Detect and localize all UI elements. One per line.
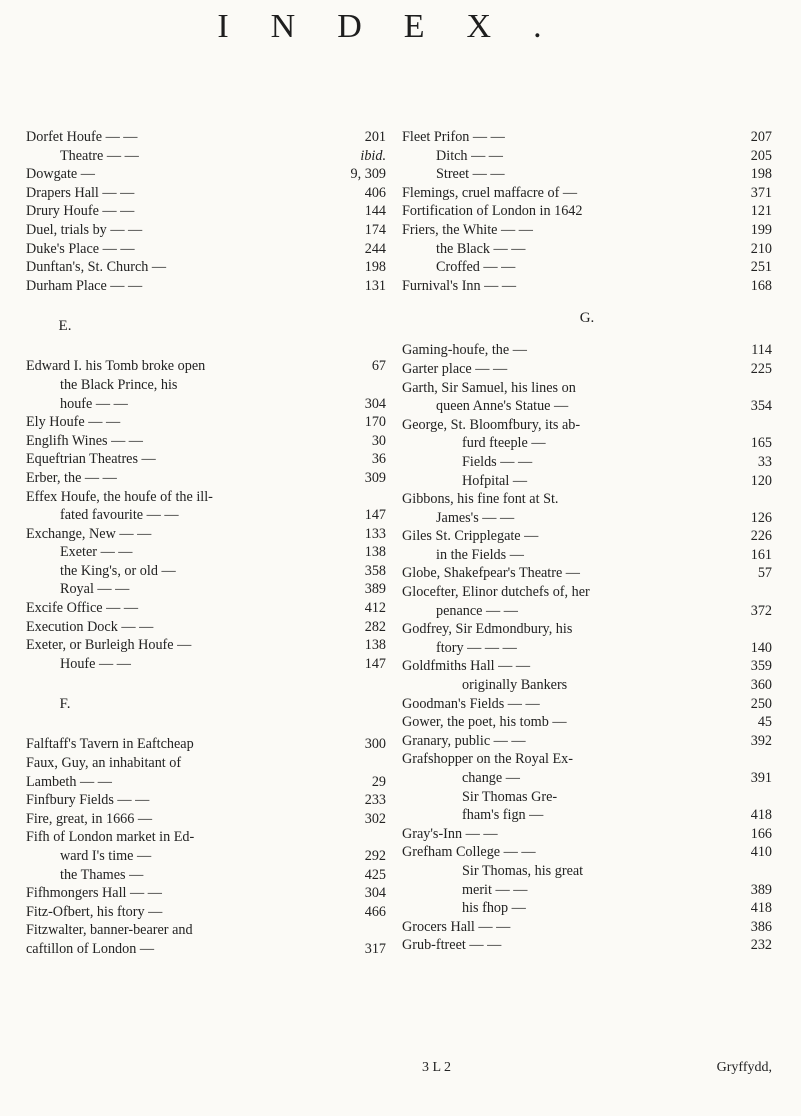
- entry-page: 161: [750, 546, 772, 563]
- entry-text: Fields — —: [462, 453, 533, 470]
- index-entry: [26, 165, 386, 184]
- entry-page: ibid.: [360, 147, 386, 164]
- entry-page: 168: [750, 277, 772, 294]
- entry-text: Dorfet Houfe — —: [26, 129, 138, 145]
- entry-text: Erber, the — —: [26, 469, 117, 486]
- index-entry: [402, 788, 772, 807]
- entry-text: Grafshopper on the Royal Ex-: [402, 751, 573, 768]
- entry-text: Excife Office — —: [26, 600, 139, 617]
- entry-page: 359: [750, 658, 772, 675]
- index-entry: [402, 676, 772, 695]
- index-entry: [402, 277, 772, 296]
- entry-text: Furnival's Inn — —: [402, 277, 517, 294]
- entry-text: George, St. Bloomfbury, its ab-: [402, 416, 581, 433]
- entry-text: Dunftan's, St. Church —: [26, 259, 167, 276]
- index-entry: [402, 546, 772, 565]
- section-letter-f: F.: [59, 696, 71, 713]
- entry-page: 36: [371, 451, 386, 468]
- index-entry: [402, 750, 772, 769]
- index-entry: [26, 221, 386, 240]
- entry-page: 67: [371, 358, 386, 375]
- entry-page: 170: [364, 414, 386, 431]
- page-footer: [402, 1060, 772, 1076]
- index-entry: [402, 769, 772, 788]
- entry-page: 198: [750, 166, 772, 183]
- entry-page: 418: [750, 900, 772, 917]
- entry-page: 358: [364, 562, 386, 579]
- entry-text: Dowgate —: [26, 166, 95, 183]
- entry-page: 199: [750, 221, 772, 238]
- entry-page: 302: [364, 810, 386, 827]
- entry-text: Fitzwalter, banner-bearer and: [26, 922, 193, 939]
- entry-page: 371: [750, 184, 772, 201]
- section-letter-e: E.: [58, 318, 72, 335]
- entry-text: Sir Thomas, his great: [462, 862, 584, 879]
- entry-text: Duke's Place — —: [26, 240, 135, 257]
- index-entry: [402, 602, 772, 621]
- index-entry: [26, 184, 386, 203]
- entry-text: fham's fign —: [462, 807, 544, 824]
- entry-text: queen Anne's Statue —: [436, 398, 569, 415]
- entry-text: Fire, great, in 1666 —: [26, 810, 153, 827]
- index-entry: [26, 562, 386, 581]
- index-entry: [402, 379, 772, 398]
- index-entry: [402, 221, 772, 240]
- entry-page: 205: [750, 147, 772, 164]
- entry-page: 126: [750, 509, 772, 526]
- entry-text: Gibbons, his fine font at St.: [402, 491, 559, 508]
- entry-page: 226: [750, 528, 772, 545]
- index-entry: [26, 618, 386, 637]
- index-entry: [26, 147, 386, 166]
- entry-text: Gray's-Inn — —: [402, 825, 498, 842]
- entry-text: James's — —: [436, 509, 515, 526]
- entry-text: ward I's time —: [60, 848, 152, 864]
- entry-page: 300: [364, 736, 386, 753]
- entry-text: Garth, Sir Samuel, his lines on: [402, 379, 576, 396]
- index-entry: [402, 583, 772, 602]
- entry-page: 33: [757, 453, 772, 470]
- entry-page: 138: [364, 544, 386, 561]
- entry-page: 138: [364, 637, 386, 654]
- section-letter-g: G.: [579, 310, 595, 327]
- index-entry: [402, 806, 772, 825]
- index-entry: [402, 490, 772, 509]
- entry-text: Drapers Hall — —: [26, 184, 135, 201]
- index-entry: [26, 525, 386, 544]
- entry-text: Hofpital —: [462, 472, 528, 489]
- entry-text: Fifhmongers Hall — —: [26, 885, 162, 902]
- index-entry: [26, 866, 386, 885]
- index-entry: [26, 240, 386, 259]
- index-entry: [402, 202, 772, 221]
- entry-text: Grefham College — —: [402, 844, 536, 861]
- entry-page: 165: [750, 435, 772, 452]
- entry-text: Equeftrian Theatres —: [26, 451, 156, 468]
- entry-text: Sir Thomas Gre-: [462, 788, 558, 805]
- entry-page: 386: [750, 918, 772, 935]
- index-entry: [402, 240, 772, 259]
- index-entry: [402, 453, 772, 472]
- entry-page: 406: [364, 184, 386, 201]
- entry-text: Duel, trials by — —: [26, 221, 143, 238]
- entry-text: Grub-ftreet — —: [402, 937, 502, 954]
- index-entry: [402, 862, 772, 881]
- entry-text: merit — —: [462, 881, 528, 898]
- entry-text: Friers, the White — —: [402, 221, 533, 238]
- entry-text: Fifh of London market in Ed-: [26, 829, 195, 846]
- index-entry: [26, 395, 386, 414]
- entry-page: 9, 309: [350, 166, 386, 183]
- index-entry: [402, 843, 772, 862]
- entry-page: 232: [750, 937, 772, 954]
- entry-text: fated favourite — —: [60, 507, 179, 524]
- entry-text: Ditch — —: [436, 147, 503, 164]
- entry-text: in the Fields —: [436, 546, 524, 563]
- entry-text: Glocefter, Elinor dutchefs of, her: [402, 584, 590, 601]
- entry-page: 30: [371, 432, 386, 449]
- entry-text: Theatre — —: [60, 147, 139, 164]
- index-entry: [26, 810, 386, 829]
- index-entry: [26, 940, 386, 959]
- index-entry: [26, 450, 386, 469]
- d-entries: [26, 128, 386, 295]
- index-entry: [26, 488, 386, 507]
- entry-text: Street — —: [436, 166, 505, 183]
- entry-page: 131: [364, 277, 386, 294]
- entry-page: 210: [750, 240, 772, 257]
- entry-text: Lambeth — —: [26, 773, 112, 790]
- entry-text: Drury Houfe — —: [26, 203, 135, 220]
- entry-text: the Thames —: [60, 866, 144, 883]
- entry-page: 140: [750, 639, 772, 656]
- index-entry: [26, 921, 386, 940]
- entry-page: 292: [364, 848, 386, 864]
- entry-page: 57: [757, 565, 772, 582]
- entry-text: Fitz-Ofbert, his ftory —: [26, 903, 163, 920]
- entry-page: 207: [750, 129, 772, 145]
- index-entry: [402, 258, 772, 277]
- index-entry: [26, 202, 386, 221]
- index-entry: [26, 773, 386, 792]
- entry-page: 201: [364, 129, 386, 145]
- signature-mark: 3 L 2: [422, 1060, 452, 1075]
- entry-page: 244: [364, 240, 386, 257]
- index-entry: [26, 376, 386, 395]
- entry-page: 198: [364, 259, 386, 276]
- entry-text: ftory — — —: [436, 639, 517, 656]
- entry-text: Exeter, or Burleigh Houfe —: [26, 637, 192, 654]
- index-entry: [402, 899, 772, 918]
- entry-text: Fleet Prifon — —: [402, 129, 505, 145]
- entry-page: 114: [751, 342, 772, 359]
- entry-page: 309: [364, 469, 386, 486]
- entry-text: Exchange, New — —: [26, 525, 152, 542]
- page-title: INDEX.: [217, 8, 584, 45]
- index-entry: [402, 184, 772, 203]
- entry-text: Durham Place — —: [26, 277, 143, 294]
- index-entry: [26, 413, 386, 432]
- entry-page: 418: [750, 807, 772, 824]
- index-entry: [402, 732, 772, 751]
- entry-page: 233: [364, 792, 386, 809]
- index-entry: [26, 432, 386, 451]
- entry-page: 174: [364, 221, 386, 238]
- right-column: [402, 128, 772, 955]
- entry-text: Fortification of London in 1642: [402, 203, 583, 220]
- entry-page: 410: [750, 844, 772, 861]
- index-entry: [26, 636, 386, 655]
- index-entry: [26, 506, 386, 525]
- entry-text: his fhop —: [462, 900, 526, 917]
- entry-text: Grocers Hall — —: [402, 918, 511, 935]
- index-entry: [402, 416, 772, 435]
- index-entry: [402, 936, 772, 955]
- index-entry: [402, 128, 772, 147]
- index-entry: [402, 695, 772, 714]
- index-entry: [402, 713, 772, 732]
- entry-page: 166: [750, 825, 772, 842]
- index-entry: [402, 397, 772, 416]
- index-entry: [26, 277, 386, 296]
- entry-page: 225: [750, 360, 772, 377]
- entry-text: the King's, or old —: [60, 562, 176, 579]
- index-entry: [402, 918, 772, 937]
- entry-page: 466: [364, 903, 386, 920]
- entry-text: Falftaff's Tavern in Eaftcheap: [26, 736, 194, 753]
- entry-page: 391: [750, 770, 772, 786]
- entry-text: houfe — —: [60, 395, 128, 412]
- left-column: [26, 128, 386, 959]
- entry-page: 389: [750, 881, 772, 898]
- f-entries-right: [402, 128, 772, 295]
- entry-page: 251: [750, 259, 772, 276]
- index-entry: [26, 580, 386, 599]
- index-entry: [26, 599, 386, 618]
- index-entry: [402, 472, 772, 491]
- e-entries: [26, 357, 386, 673]
- index-entry: [402, 165, 772, 184]
- entry-page: 45: [757, 714, 772, 731]
- entry-text: Gaming-houfe, the —: [402, 342, 527, 359]
- index-entry: [26, 791, 386, 810]
- entry-text: Ely Houfe — —: [26, 414, 121, 431]
- index-entry: [402, 825, 772, 844]
- entry-text: penance — —: [436, 602, 518, 619]
- index-entry: [402, 657, 772, 676]
- entry-page: 282: [364, 618, 386, 635]
- index-entry: [26, 735, 386, 754]
- index-entry: [26, 828, 386, 847]
- entry-page: 372: [750, 602, 772, 619]
- index-entry: [26, 655, 386, 674]
- entry-text: Faux, Guy, an inhabitant of: [26, 755, 182, 772]
- entry-text: Garter place — —: [402, 360, 508, 377]
- entry-page: 389: [364, 581, 386, 598]
- entry-page: 360: [750, 677, 772, 694]
- entry-page: 250: [750, 695, 772, 712]
- entry-text: the Black Prince, his: [60, 376, 178, 393]
- entry-text: caftillon of London —: [26, 940, 155, 957]
- f-entries-left: [26, 735, 386, 958]
- entry-page: 133: [364, 525, 386, 542]
- index-entry: [26, 543, 386, 562]
- entry-page: 317: [364, 940, 386, 957]
- entry-page: 304: [364, 885, 386, 902]
- entry-page: 354: [750, 398, 772, 415]
- entry-page: 304: [364, 395, 386, 412]
- entry-text: the Black — —: [436, 240, 526, 257]
- entry-page: 144: [364, 203, 386, 220]
- index-entry: [402, 881, 772, 900]
- entry-text: originally Bankers: [462, 677, 568, 694]
- index-entry: [26, 847, 386, 866]
- index-entry: [26, 128, 386, 147]
- index-entry: [26, 903, 386, 922]
- entry-text: Effex Houfe, the houfe of the ill-: [26, 488, 213, 505]
- entry-text: Edward I. his Tomb broke open: [26, 358, 206, 375]
- index-entry: [402, 509, 772, 528]
- g-entries: [402, 341, 772, 955]
- entry-page: 121: [750, 203, 772, 220]
- entry-text: Finfbury Fields — —: [26, 792, 150, 809]
- entry-text: Globe, Shakefpear's Theatre —: [402, 565, 580, 582]
- entry-text: Execution Dock — —: [26, 618, 154, 635]
- entry-page: 412: [364, 600, 386, 617]
- index-entry: [402, 147, 772, 166]
- index-entry: [402, 341, 772, 360]
- entry-text: Englifh Wines — —: [26, 432, 143, 449]
- catchword: Gryffydd,: [716, 1060, 772, 1075]
- entry-page: 120: [750, 472, 772, 489]
- entry-text: Giles St. Cripplegate —: [402, 528, 539, 545]
- entry-page: 392: [750, 732, 772, 749]
- index-entry: [26, 258, 386, 277]
- entry-text: Flemings, cruel maffacre of —: [402, 184, 578, 201]
- entry-page: 147: [364, 507, 386, 524]
- index-entry: [26, 884, 386, 903]
- entry-text: Exeter — —: [60, 544, 133, 561]
- entry-text: Goodman's Fields — —: [402, 695, 540, 712]
- index-entry: [402, 564, 772, 583]
- index-entry: [26, 469, 386, 488]
- entry-text: Royal — —: [60, 581, 130, 598]
- index-entry: [402, 620, 772, 639]
- entry-text: Croffed — —: [436, 259, 516, 276]
- index-entry: [402, 527, 772, 546]
- entry-text: Granary, public — —: [402, 732, 526, 749]
- entry-page: 147: [364, 655, 386, 672]
- index-entry: [26, 357, 386, 376]
- index-entry: [402, 639, 772, 658]
- entry-text: Godfrey, Sir Edmondbury, his: [402, 621, 573, 638]
- index-entry: [402, 434, 772, 453]
- entry-text: Gower, the poet, his tomb —: [402, 714, 567, 731]
- entry-page: 29: [371, 773, 386, 790]
- index-entry: [402, 360, 772, 379]
- entry-text: Goldfmiths Hall — —: [402, 658, 531, 675]
- index-entry: [26, 754, 386, 773]
- entry-page: 425: [364, 866, 386, 883]
- entry-text: furd fteeple —: [462, 435, 546, 452]
- entry-text: Houfe — —: [60, 655, 131, 672]
- entry-text: change —: [462, 770, 520, 786]
